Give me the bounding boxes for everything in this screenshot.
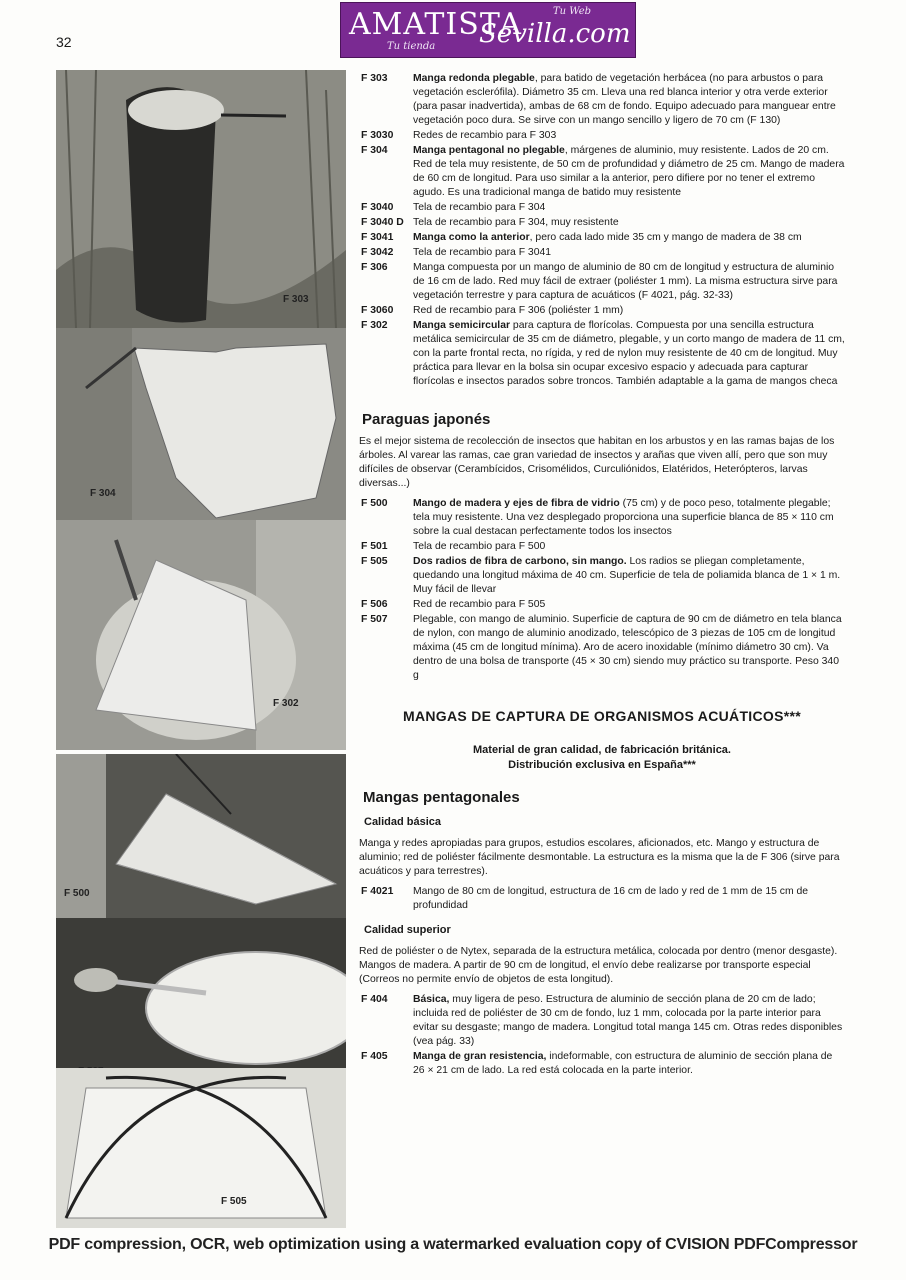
- photo-label: F 302: [273, 698, 299, 709]
- product-code: F 404: [361, 994, 388, 1005]
- product-entry: [361, 555, 845, 597]
- section-title-pentagonales: Mangas pentagonales: [363, 789, 520, 806]
- photo-label: F 304: [90, 488, 116, 499]
- product-text: Tela de recambio para F 500: [413, 541, 546, 552]
- product-text: Redes de recambio para F 303: [413, 130, 557, 141]
- product-entry: [361, 72, 845, 128]
- product-text: Red de recambio para F 306 (poliéster 1 mm): [413, 305, 624, 316]
- acuaticos-subtitle-1: Material de gran calidad, de fabricación británica.: [473, 744, 731, 756]
- product-bold: Manga semicircular: [413, 320, 511, 331]
- product-text: Los radios se pliegan completamente, quedando una longitud máxima de 40 cm. Superficie de tela de poliamida blanca de 1 × 1 m. Muy fácil de llevar: [413, 556, 841, 595]
- product-text: , pero cada lado mide 35 cm y mango de madera de 38 cm: [529, 232, 802, 243]
- product-code: F 3041: [361, 232, 394, 243]
- products-top: [359, 72, 845, 389]
- section-title-paraguas: Paraguas japonés: [362, 411, 491, 428]
- product-code: F 3040 D: [361, 217, 404, 228]
- superior-text: Red de poliéster o de Nytex, separada de la estructura metálica, colocada por dentro (menor desgaste). Mangos de madera. A partir de 90 cm de longitud, el envío debe realizarse por transporte especial (Correos no permite envío de objetos de esta longitud).: [359, 946, 838, 985]
- product-text: Manga compuesta por un mango de aluminio de 80 cm de longitud y estructura de aluminio de 16 cm de lado. Red muy fácil de extraer (poliéster 1 mm). La misma estructura sirve para vegetación terrestre y para captura de acuáticos (F 4021, pág. 32-33): [413, 262, 838, 301]
- product-entry: [361, 201, 845, 215]
- product-text: para captura de florícolas. Compuesta por una sencilla estructura metálica semicircular de 35 cm de diámetro, plegable, y un corto mango de madera de 11 cm, con la parte frontal recta, no rígida, y red de nylon muy resistente de 40 cm de longitud. Muy práctica para llevar en la bolsa sin ocupar excesivo espacio y adecuada para capturar florícolas e insectos parados sobre troncos. También adaptable a la gama de mangos checa: [413, 320, 845, 387]
- product-entry: [361, 613, 845, 683]
- product-entry: [361, 129, 845, 143]
- grade-title-superior: Calidad superior: [364, 924, 451, 936]
- product-bold: Manga pentagonal no plegable: [413, 145, 565, 156]
- product-entry: [361, 598, 845, 612]
- product-entry: [361, 319, 845, 389]
- watermark-footer: PDF compression, OCR, web optimization using a watermarked evaluation copy of CVISION PDFCompressor: [48, 1236, 858, 1253]
- product-code: F 505: [361, 556, 388, 567]
- product-code: F 507: [361, 614, 388, 625]
- product-entry: [361, 304, 845, 318]
- product-code: F 304: [361, 145, 388, 156]
- product-text: (75 cm) y de poco peso, totalmente plegable; tela muy resistente. Una vez desplegado proporciona una superficie blanca de 85 × 110 cm sobre la cual destacan perfectamente todos los insectos: [413, 498, 834, 537]
- product-text: Plegable, con mango de aluminio. Superficie de captura de 90 cm de diámetro en tela blanca de nylon, con mango de aluminio anodizado, telescópico de 3 piezas de 105 cm de longitud máxima (45 cm de longitud mínima). Aro de acero inoxidable (mínimo diámetro 30 cm). Va dentro de una bolsa de transporte (45 × 30 cm) siendo muy práctico su transporte. Peso 340 g: [413, 614, 842, 681]
- product-entry: [361, 993, 845, 1049]
- photo-f303: [56, 70, 346, 328]
- product-text: Tela de recambio para F 304: [413, 202, 546, 213]
- products-basica: [359, 885, 845, 913]
- right-column: [359, 72, 845, 1079]
- logo[interactable]: [340, 2, 636, 58]
- photo-label: F 500: [64, 888, 90, 899]
- product-bold: Manga de gran resistencia,: [413, 1051, 547, 1062]
- product-code: F 500: [361, 498, 388, 509]
- product-code: F 3030: [361, 130, 394, 141]
- photo-f500: [56, 754, 346, 918]
- product-bold: Mango de madera y ejes de fibra de vidrio: [413, 498, 620, 509]
- products-superior: [359, 993, 845, 1078]
- product-code: F 405: [361, 1051, 388, 1062]
- product-entry: [361, 231, 845, 245]
- photo-f302: [56, 520, 346, 750]
- acuaticos-subtitle-2: Distribución exclusiva en España***: [508, 759, 696, 771]
- product-text: muy ligera de peso. Estructura de aluminio de sección plana de 20 cm de lado; incluida red de poliéster de 30 cm de fondo, luz 1 mm, colocada por la parte interior para evitar su desgaste; mango de madera. Longitud total manga 145 cm. Otras redes disponibles (vea pág. 33): [413, 994, 843, 1047]
- paraguas-intro: Es el mejor sistema de recolección de insectos que habitan en los arbustos y en las ramas bajas de los árboles. Al varear las ramas, cae gran variedad de insectos y arañas que viven allí, pero que son muy difíciles de observar (Cerambícidos, Crisomélidos, Curculiónidos, Elatéridos, Heterópteros, larvas diversas...): [359, 436, 835, 489]
- product-text: Tela de recambio para F 3041: [413, 247, 552, 258]
- logo-tag-top: Tu Web: [553, 6, 592, 17]
- logo-tag-bottom: Tu tienda: [387, 41, 436, 52]
- page-number: 32: [56, 34, 72, 50]
- product-text: Tela de recambio para F 304, muy resistente: [413, 217, 619, 228]
- photo-label: F 303: [283, 294, 309, 305]
- product-entry: [361, 1050, 845, 1078]
- product-code: F 4021: [361, 886, 394, 897]
- product-entry: [361, 216, 845, 230]
- product-entry: [361, 261, 845, 303]
- product-entry: [361, 497, 845, 539]
- product-entry: [361, 144, 845, 200]
- product-code: F 302: [361, 320, 388, 331]
- product-code: F 306: [361, 262, 388, 273]
- logo-name-b: Sevilla.com: [479, 19, 631, 49]
- product-code: F 3042: [361, 247, 394, 258]
- section-title-acuaticos: MANGAS DE CAPTURA DE ORGANISMOS ACUÁTICOS***: [403, 708, 801, 724]
- product-code: F 501: [361, 541, 388, 552]
- product-entry: [361, 540, 845, 554]
- product-bold: Manga redonda plegable: [413, 73, 535, 84]
- product-bold: Manga como la anterior: [413, 232, 530, 243]
- logo-name-a: AMATISTA: [349, 7, 522, 42]
- product-text: , márgenes de aluminio, muy resistente. Lados de 20 cm. Red de tela muy resistente, de 50 cm de profundidad y diámetro de 25 cm. Mango de madera de 60 cm de longitud. Para uso similar a la anterior, pero difiere por no tener el extremo agudo. Es una tradicional manga de batido muy resistente: [413, 145, 845, 198]
- grade-title-basica: Calidad básica: [364, 816, 442, 828]
- product-entry: [361, 246, 845, 260]
- product-text: Red de recambio para F 505: [413, 599, 546, 610]
- photo-f507: [56, 918, 346, 1068]
- photo-f505: [56, 1068, 346, 1228]
- product-text: , para batido de vegetación herbácea (no para arbustos o para vegetación esclerófila). Diámetro 35 cm. Lleva una red blanca interior y otra verde exterior (para pasar inadvertida), ambas de 68 cm de fondo. Equipo adecuado para manguear entre vegetación poco dura. Se sirve con un mango sencillo y ligero de 70 cm (F 130): [413, 73, 836, 126]
- product-code: F 506: [361, 599, 388, 610]
- product-text: indeformable, con estructura de aluminio de sección plana de 26 × 21 cm de lado. La red está colocada en la parte interior.: [413, 1051, 833, 1076]
- product-code: F 303: [361, 73, 388, 84]
- product-code: F 3040: [361, 202, 394, 213]
- products-paraguas: [359, 497, 845, 683]
- product-entry: [361, 885, 845, 913]
- product-text: Mango de 80 cm de longitud, estructura de 16 cm de lado y red de 1 mm de 15 cm de profundidad: [413, 886, 809, 911]
- photo-label: F 505: [221, 1196, 247, 1207]
- product-bold: Dos radios de fibra de carbono, sin mango.: [413, 556, 627, 567]
- basica-text: Manga y redes apropiadas para grupos, estudios escolares, aficionados, etc. Mango y estructura de aluminio; red de poliéster fácilmente desmontable. La estructura es la misma que la de F 306 (sirve para acuáticos y para terrestres).: [359, 838, 840, 877]
- product-code: F 3060: [361, 305, 394, 316]
- product-bold: Básica,: [413, 994, 450, 1005]
